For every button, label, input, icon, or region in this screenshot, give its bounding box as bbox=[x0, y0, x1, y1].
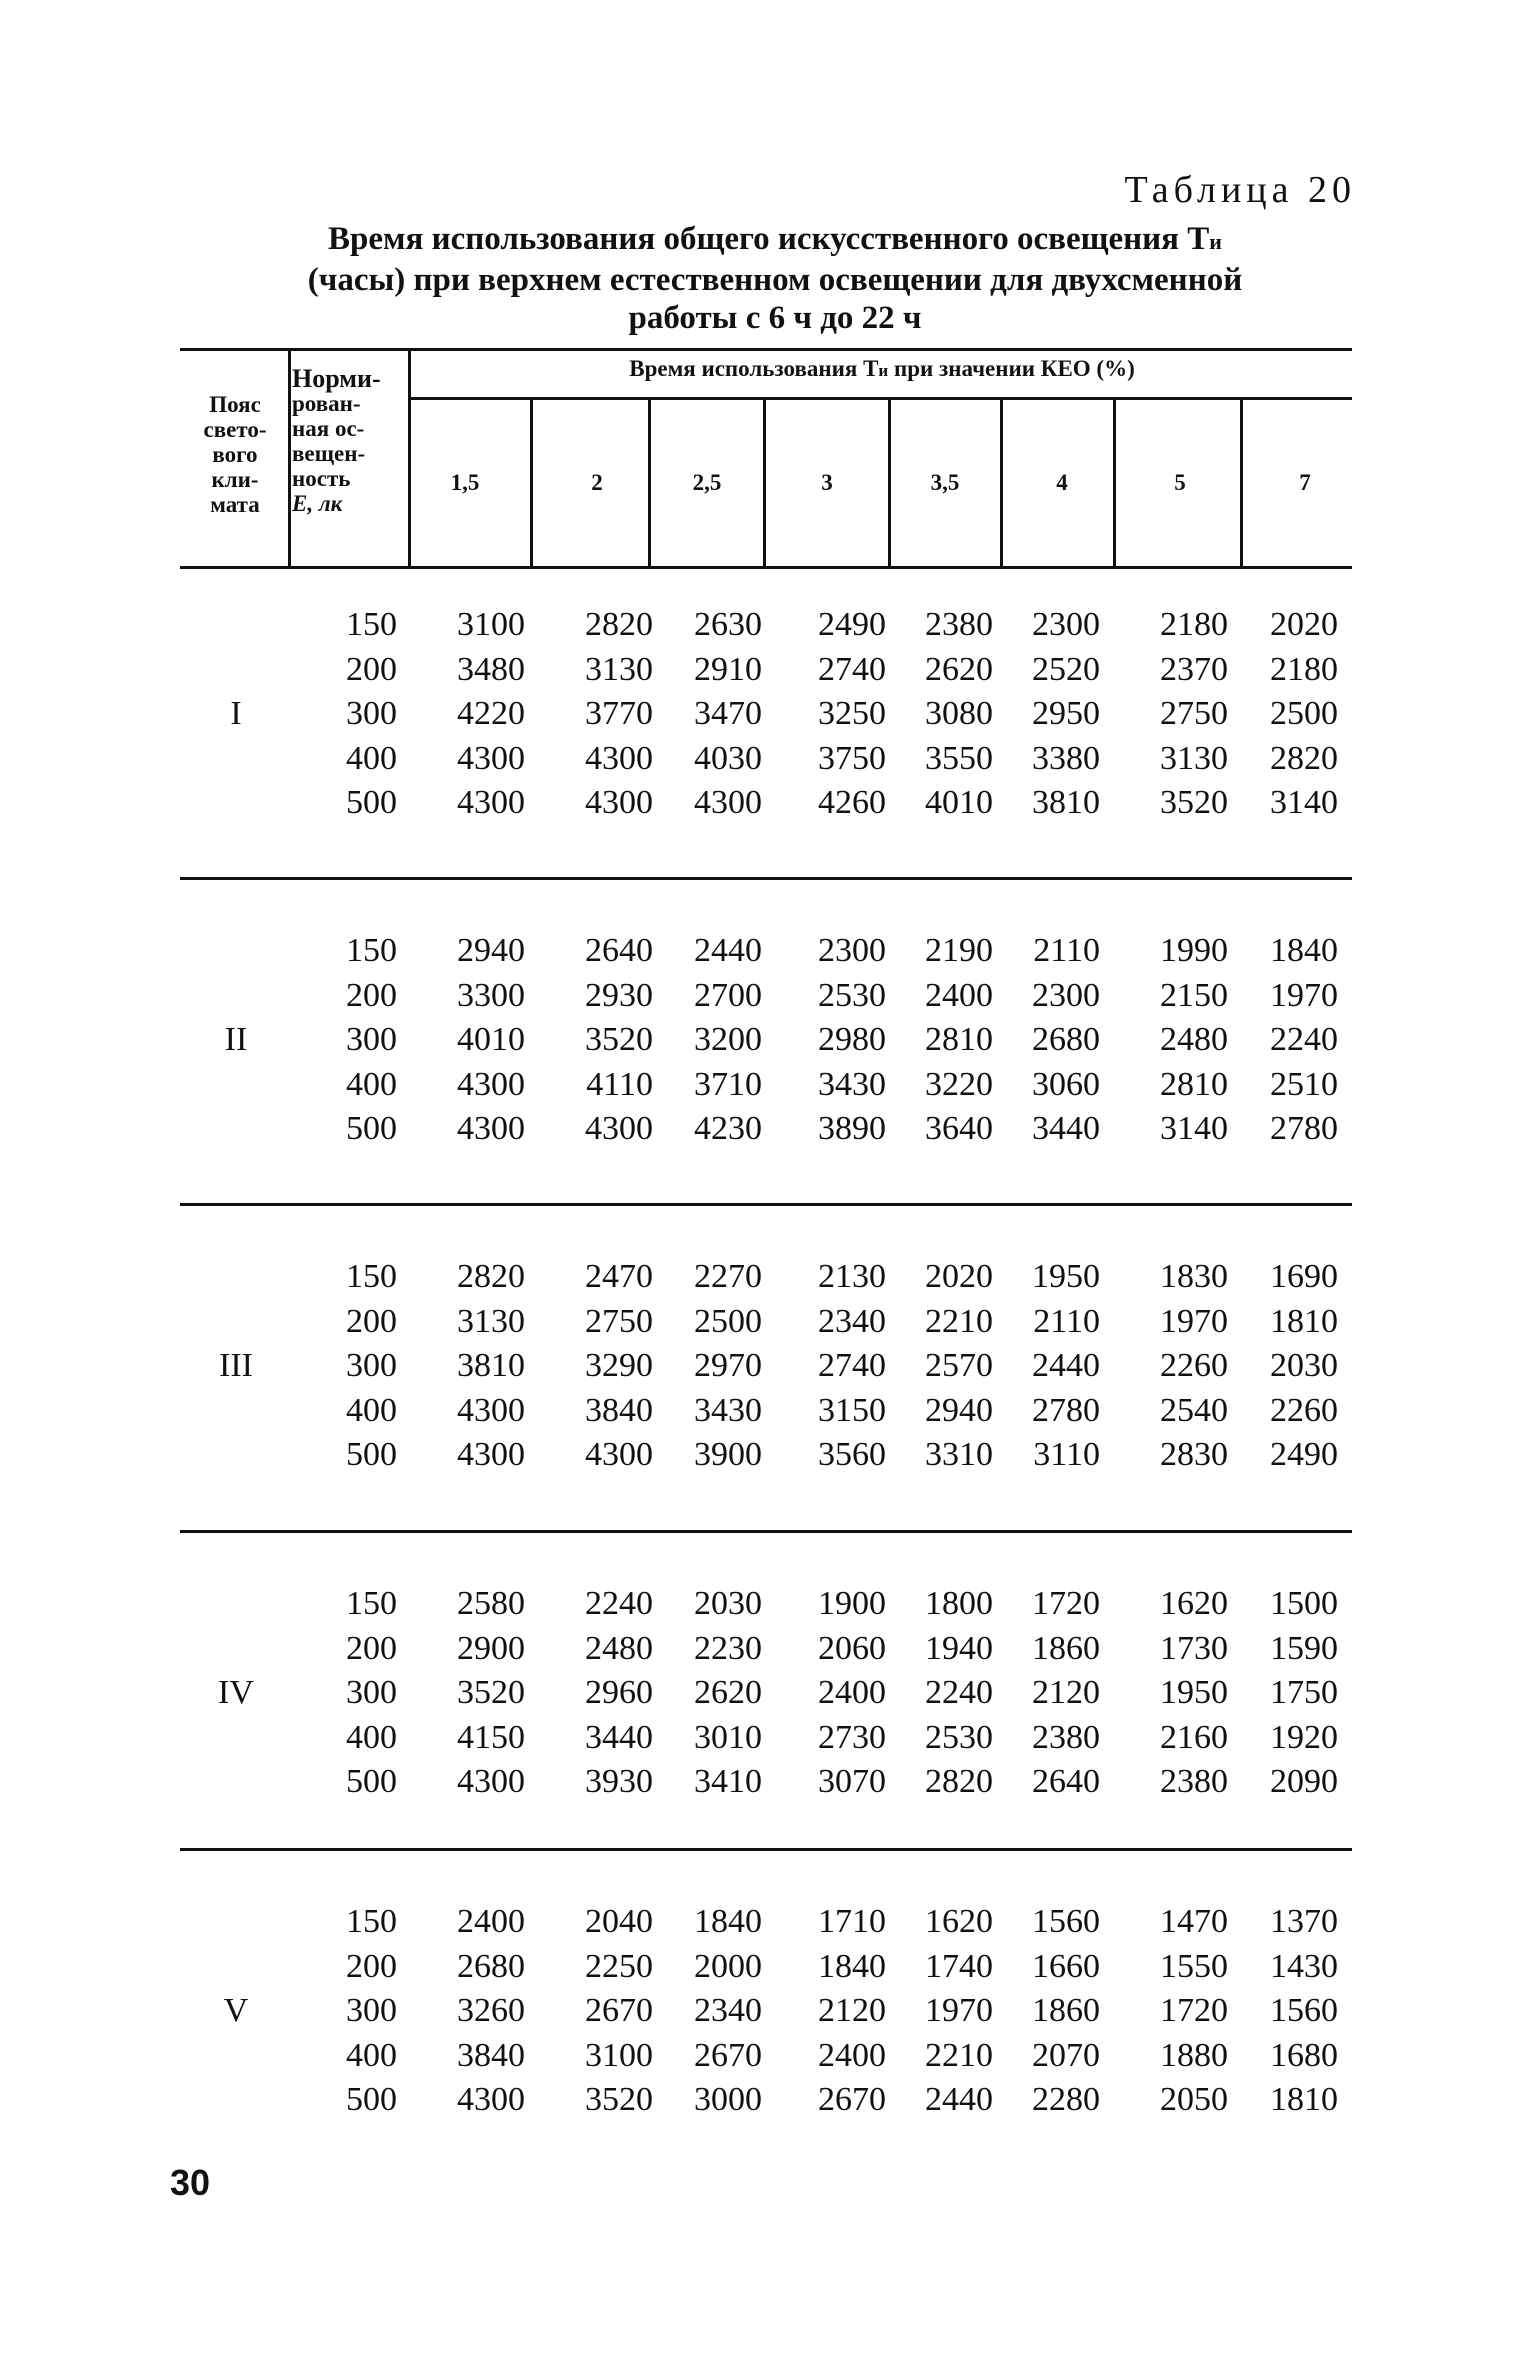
usage-hours-cell: 4260 bbox=[818, 784, 886, 821]
usage-hours-cell: 1500 bbox=[1270, 1585, 1338, 1622]
usage-hours-cell: 3520 bbox=[585, 1021, 653, 1058]
usage-hours-cell: 2300 bbox=[818, 932, 886, 969]
usage-hours-cell: 2440 bbox=[1032, 1347, 1100, 1384]
header-top-rule bbox=[180, 348, 1352, 351]
usage-hours-cell: 1720 bbox=[1160, 1992, 1228, 2029]
usage-hours-cell: 2150 bbox=[1160, 976, 1228, 1014]
header-group-title-tail: при значении КЕО (%) bbox=[893, 356, 1135, 381]
usage-hours-cell: 4300 bbox=[585, 1436, 653, 1473]
usage-hours-cell: 2620 bbox=[925, 650, 993, 688]
usage-hours-cell: 2110 bbox=[1033, 932, 1100, 969]
usage-hours-cell: 4010 bbox=[457, 1021, 525, 1058]
header-zone-line: свето- bbox=[203, 417, 267, 442]
usage-hours-cell: 2110 bbox=[1033, 1302, 1100, 1340]
usage-hours-cell: 3110 bbox=[1033, 1436, 1100, 1473]
header-zone-line: Пояс bbox=[209, 392, 261, 417]
header-divider-keo-6 bbox=[1113, 397, 1116, 568]
caption-line-2: (часы) при верхнем естественном освещении для двухсменной bbox=[307, 262, 1243, 298]
zone-label: IV bbox=[218, 1674, 254, 1711]
usage-hours-cell: 3310 bbox=[925, 1436, 993, 1473]
usage-hours-cell: 2240 bbox=[585, 1585, 653, 1622]
usage-hours-cell: 3380 bbox=[1032, 739, 1100, 777]
zone-separator-rule bbox=[180, 1203, 1352, 1206]
usage-hours-cell: 2970 bbox=[694, 1347, 762, 1384]
usage-hours-cell: 3410 bbox=[694, 1763, 762, 1800]
header-divider-keo-2 bbox=[648, 397, 651, 568]
illuminance-cell: 150 bbox=[346, 1585, 397, 1622]
usage-hours-cell: 2190 bbox=[925, 932, 993, 969]
illuminance-cell: 200 bbox=[346, 650, 397, 688]
usage-hours-cell: 3900 bbox=[694, 1436, 762, 1473]
header-zone-line: кли- bbox=[211, 467, 259, 492]
usage-hours-cell: 4300 bbox=[457, 1391, 525, 1429]
illuminance-cell: 200 bbox=[346, 1629, 397, 1667]
usage-hours-cell: 2940 bbox=[925, 1391, 993, 1429]
usage-hours-cell: 2370 bbox=[1160, 650, 1228, 688]
illuminance-cell: 300 bbox=[346, 1347, 397, 1384]
usage-hours-cell: 3520 bbox=[585, 2081, 653, 2118]
usage-hours-cell: 4300 bbox=[457, 1065, 525, 1103]
header-norm-line: рован- bbox=[292, 391, 361, 416]
illuminance-cell: 150 bbox=[346, 1258, 397, 1295]
usage-hours-cell: 2040 bbox=[585, 1903, 653, 1940]
usage-hours-cell: 3130 bbox=[457, 1302, 525, 1340]
usage-hours-cell: 3550 bbox=[925, 739, 993, 777]
zone-label: I bbox=[230, 695, 242, 732]
table-number: Таблица 20 bbox=[1124, 169, 1356, 211]
usage-hours-cell: 1940 bbox=[925, 1629, 993, 1667]
usage-hours-cell: 2620 bbox=[694, 1674, 762, 1711]
usage-hours-cell: 1660 bbox=[1032, 1947, 1100, 1985]
caption-line-1 bbox=[190, 220, 1360, 261]
usage-hours-cell: 2570 bbox=[925, 1347, 993, 1384]
usage-hours-cell: 2260 bbox=[1160, 1347, 1228, 1384]
usage-hours-cell: 2960 bbox=[585, 1674, 653, 1711]
usage-hours-cell: 2240 bbox=[925, 1674, 993, 1711]
usage-hours-cell: 2900 bbox=[457, 1629, 525, 1667]
usage-hours-cell: 2910 bbox=[694, 650, 762, 688]
usage-hours-cell: 2670 bbox=[694, 2036, 762, 2074]
zone-separator-rule bbox=[180, 1530, 1352, 1533]
usage-hours-cell: 2210 bbox=[925, 1302, 993, 1340]
usage-hours-cell: 1720 bbox=[1032, 1585, 1100, 1622]
usage-hours-cell: 3100 bbox=[457, 606, 525, 643]
illuminance-cell: 400 bbox=[346, 1718, 397, 1756]
illuminance-cell: 500 bbox=[346, 2081, 397, 2118]
usage-hours-cell: 3060 bbox=[1032, 1065, 1100, 1103]
usage-hours-cell: 3840 bbox=[585, 1391, 653, 1429]
usage-hours-cell: 1880 bbox=[1160, 2036, 1228, 2074]
usage-hours-cell: 2820 bbox=[925, 1763, 993, 1800]
usage-hours-cell: 2940 bbox=[457, 932, 525, 969]
keo-header-7: 5 bbox=[1174, 470, 1186, 495]
header-divider-keo-7 bbox=[1240, 397, 1243, 568]
usage-hours-cell: 2230 bbox=[694, 1629, 762, 1667]
usage-hours-cell: 2120 bbox=[1032, 1674, 1100, 1711]
header-divider-keo-4 bbox=[888, 397, 891, 568]
usage-hours-cell: 2250 bbox=[585, 1947, 653, 1985]
usage-hours-cell: 1990 bbox=[1160, 932, 1228, 969]
header-divider-keo-5 bbox=[1000, 397, 1003, 568]
usage-hours-cell: 1840 bbox=[694, 1903, 762, 1940]
usage-hours-cell: 1560 bbox=[1270, 1992, 1338, 2029]
usage-hours-cell: 3100 bbox=[585, 2036, 653, 2074]
illuminance-cell: 150 bbox=[346, 1903, 397, 1940]
illuminance-cell: 400 bbox=[346, 1065, 397, 1103]
usage-hours-cell: 2510 bbox=[1270, 1065, 1338, 1103]
header-bottom-rule bbox=[180, 566, 1352, 569]
usage-hours-cell: 2050 bbox=[1160, 2081, 1228, 2118]
header-group-title-subscript: и bbox=[878, 361, 889, 380]
zone-separator-rule bbox=[180, 877, 1352, 880]
usage-hours-cell: 2070 bbox=[1032, 2036, 1100, 2074]
usage-hours-cell: 2340 bbox=[694, 1992, 762, 2029]
usage-hours-cell: 2820 bbox=[457, 1258, 525, 1295]
usage-hours-cell: 3520 bbox=[1160, 784, 1228, 821]
usage-hours-cell: 1970 bbox=[1270, 976, 1338, 1014]
illuminance-cell: 500 bbox=[346, 1763, 397, 1800]
usage-hours-cell: 2740 bbox=[818, 650, 886, 688]
usage-hours-cell: 2630 bbox=[694, 606, 762, 643]
usage-hours-cell: 3440 bbox=[585, 1718, 653, 1756]
usage-hours-cell: 3640 bbox=[925, 1110, 993, 1147]
usage-hours-cell: 1680 bbox=[1270, 2036, 1338, 2074]
illuminance-cell: 300 bbox=[346, 1674, 397, 1711]
usage-hours-cell: 2300 bbox=[1032, 976, 1100, 1014]
illuminance-cell: 200 bbox=[346, 1947, 397, 1985]
illuminance-cell: 300 bbox=[346, 1021, 397, 1058]
usage-hours-cell: 4300 bbox=[585, 739, 653, 777]
usage-hours-cell: 3080 bbox=[925, 695, 993, 732]
usage-hours-cell: 1840 bbox=[818, 1947, 886, 1985]
usage-hours-cell: 1550 bbox=[1160, 1947, 1228, 1985]
header-norm-line: ная ос- bbox=[292, 416, 365, 441]
zone-label: V bbox=[223, 1992, 249, 2029]
usage-hours-cell: 1590 bbox=[1270, 1629, 1338, 1667]
usage-hours-cell: 2480 bbox=[1160, 1021, 1228, 1058]
usage-hours-cell: 3260 bbox=[457, 1992, 525, 2029]
usage-hours-cell: 3220 bbox=[925, 1065, 993, 1103]
usage-hours-cell: 2580 bbox=[457, 1585, 525, 1622]
keo-header-4: 3 bbox=[821, 470, 833, 495]
usage-hours-cell: 2280 bbox=[1032, 2081, 1100, 2118]
usage-hours-cell: 3470 bbox=[694, 695, 762, 732]
usage-hours-cell: 1970 bbox=[1160, 1302, 1228, 1340]
usage-hours-cell: 4300 bbox=[457, 739, 525, 777]
usage-hours-cell: 2730 bbox=[818, 1718, 886, 1756]
usage-hours-cell: 2270 bbox=[694, 1258, 762, 1295]
usage-hours-cell: 1750 bbox=[1270, 1674, 1338, 1711]
usage-hours-cell: 3430 bbox=[694, 1391, 762, 1429]
usage-hours-cell: 4010 bbox=[925, 784, 993, 821]
usage-hours-cell: 3140 bbox=[1270, 784, 1338, 821]
usage-hours-cell: 2830 bbox=[1160, 1436, 1228, 1473]
usage-hours-cell: 4030 bbox=[694, 739, 762, 777]
usage-hours-cell: 3290 bbox=[585, 1347, 653, 1384]
usage-hours-cell: 1920 bbox=[1270, 1718, 1338, 1756]
illuminance-cell: 500 bbox=[346, 1436, 397, 1473]
header-group-title-text: Время использования T bbox=[629, 356, 879, 381]
usage-hours-cell: 2340 bbox=[818, 1302, 886, 1340]
usage-hours-cell: 3140 bbox=[1160, 1110, 1228, 1147]
usage-hours-cell: 2440 bbox=[694, 932, 762, 969]
header-norm-line: ность bbox=[292, 466, 351, 491]
header-norm-line: E, лк bbox=[292, 491, 343, 516]
usage-hours-cell: 1970 bbox=[925, 1992, 993, 2029]
usage-hours-cell: 3010 bbox=[694, 1718, 762, 1756]
usage-hours-cell: 1810 bbox=[1270, 2081, 1338, 2118]
caption-line-1-subscript: и bbox=[1209, 229, 1222, 254]
usage-hours-cell: 2470 bbox=[585, 1258, 653, 1295]
illuminance-cell: 200 bbox=[346, 1302, 397, 1340]
usage-hours-cell: 3200 bbox=[694, 1021, 762, 1058]
usage-hours-cell: 3440 bbox=[1032, 1110, 1100, 1147]
usage-hours-cell: 2490 bbox=[818, 606, 886, 643]
usage-hours-cell: 1860 bbox=[1032, 1629, 1100, 1667]
usage-hours-cell: 2680 bbox=[1032, 1021, 1100, 1058]
header-divider-keo-1 bbox=[530, 397, 533, 568]
usage-hours-cell: 4110 bbox=[586, 1065, 653, 1103]
illuminance-cell: 300 bbox=[346, 1992, 397, 2029]
usage-hours-cell: 2640 bbox=[1032, 1763, 1100, 1800]
illuminance-cell: 400 bbox=[346, 739, 397, 777]
usage-hours-cell: 1900 bbox=[818, 1585, 886, 1622]
usage-hours-cell: 1800 bbox=[925, 1585, 993, 1622]
usage-hours-cell: 2180 bbox=[1160, 606, 1228, 643]
usage-hours-cell: 2780 bbox=[1032, 1391, 1100, 1429]
header-group-rule bbox=[410, 397, 1352, 400]
usage-hours-cell: 2030 bbox=[694, 1585, 762, 1622]
usage-hours-cell: 2380 bbox=[1160, 1763, 1228, 1800]
caption-line-1-text: Время использования общего искусственного освещения T bbox=[328, 221, 1210, 257]
zone-label: II bbox=[224, 1021, 248, 1058]
usage-hours-cell: 2670 bbox=[818, 2081, 886, 2118]
zone-separator-rule bbox=[180, 1848, 1352, 1851]
usage-hours-cell: 2810 bbox=[925, 1021, 993, 1058]
usage-hours-cell: 1810 bbox=[1270, 1302, 1338, 1340]
header-divider-norm bbox=[408, 348, 411, 568]
usage-hours-cell: 2180 bbox=[1270, 650, 1338, 688]
usage-hours-cell: 1950 bbox=[1160, 1674, 1228, 1711]
usage-hours-cell: 3150 bbox=[818, 1391, 886, 1429]
usage-hours-cell: 2700 bbox=[694, 976, 762, 1014]
zone-label: III bbox=[219, 1347, 253, 1384]
keo-header-8: 7 bbox=[1299, 470, 1311, 495]
usage-hours-cell: 2810 bbox=[1160, 1065, 1228, 1103]
header-zone-column bbox=[182, 392, 288, 517]
keo-header-5: 3,5 bbox=[930, 470, 960, 495]
usage-hours-cell: 2240 bbox=[1270, 1021, 1338, 1058]
header-group-title bbox=[412, 356, 1352, 383]
usage-hours-cell: 4300 bbox=[585, 784, 653, 821]
usage-hours-cell: 1840 bbox=[1270, 932, 1338, 969]
usage-hours-cell: 2680 bbox=[457, 1947, 525, 1985]
table-caption bbox=[190, 220, 1360, 337]
usage-hours-cell: 4300 bbox=[457, 784, 525, 821]
usage-hours-cell: 3300 bbox=[457, 976, 525, 1014]
usage-hours-cell: 3430 bbox=[818, 1065, 886, 1103]
usage-hours-cell: 2480 bbox=[585, 1629, 653, 1667]
usage-hours-cell: 2820 bbox=[1270, 739, 1338, 777]
usage-hours-cell: 2780 bbox=[1270, 1110, 1338, 1147]
usage-hours-cell: 2490 bbox=[1270, 1436, 1338, 1473]
header-divider-keo-3 bbox=[763, 397, 766, 568]
usage-hours-cell: 3070 bbox=[818, 1763, 886, 1800]
usage-hours-cell: 2020 bbox=[1270, 606, 1338, 643]
usage-hours-cell: 2000 bbox=[694, 1947, 762, 1985]
usage-hours-cell: 2400 bbox=[818, 1674, 886, 1711]
usage-hours-cell: 2500 bbox=[694, 1302, 762, 1340]
usage-hours-cell: 1830 bbox=[1160, 1258, 1228, 1295]
usage-hours-cell: 2090 bbox=[1270, 1763, 1338, 1800]
usage-hours-cell: 3810 bbox=[1032, 784, 1100, 821]
keo-header-1: 1,5 bbox=[450, 470, 480, 495]
keo-header-6: 4 bbox=[1056, 470, 1068, 495]
page-number: 30 bbox=[170, 2162, 211, 2203]
usage-hours-cell: 2130 bbox=[818, 1258, 886, 1295]
usage-hours-cell: 3710 bbox=[694, 1065, 762, 1103]
usage-hours-cell: 2400 bbox=[818, 2036, 886, 2074]
usage-hours-cell: 1370 bbox=[1270, 1903, 1338, 1940]
header-divider-zone bbox=[288, 348, 291, 568]
illuminance-cell: 400 bbox=[346, 2036, 397, 2074]
usage-hours-cell: 1470 bbox=[1160, 1903, 1228, 1940]
usage-hours-cell: 3810 bbox=[457, 1347, 525, 1384]
usage-hours-cell: 3130 bbox=[585, 650, 653, 688]
usage-hours-cell: 3000 bbox=[694, 2081, 762, 2118]
usage-hours-cell: 4300 bbox=[457, 1436, 525, 1473]
usage-hours-cell: 3770 bbox=[585, 695, 653, 732]
usage-hours-cell: 4300 bbox=[694, 784, 762, 821]
header-zone-line: вого bbox=[212, 442, 258, 467]
usage-hours-cell: 3250 bbox=[818, 695, 886, 732]
usage-hours-cell: 4300 bbox=[457, 1763, 525, 1800]
usage-hours-cell: 2980 bbox=[818, 1021, 886, 1058]
header-zone-line: мата bbox=[210, 492, 260, 517]
header-norm-line: Норми- bbox=[292, 364, 381, 393]
usage-hours-cell: 4300 bbox=[457, 2081, 525, 2118]
usage-hours-cell: 1860 bbox=[1032, 1992, 1100, 2029]
usage-hours-cell: 1560 bbox=[1032, 1903, 1100, 1940]
usage-hours-cell: 1950 bbox=[1032, 1258, 1100, 1295]
illuminance-cell: 200 bbox=[346, 976, 397, 1014]
caption-line-3: работы с 6 ч до 22 ч bbox=[628, 300, 922, 336]
usage-hours-cell: 2670 bbox=[585, 1992, 653, 2029]
usage-hours-cell: 1430 bbox=[1270, 1947, 1338, 1985]
usage-hours-cell: 2400 bbox=[925, 976, 993, 1014]
illuminance-cell: 150 bbox=[346, 932, 397, 969]
header-norm-column bbox=[292, 366, 408, 516]
usage-hours-cell: 3890 bbox=[818, 1110, 886, 1147]
illuminance-cell: 150 bbox=[346, 606, 397, 643]
usage-hours-cell: 3750 bbox=[818, 739, 886, 777]
illuminance-cell: 500 bbox=[346, 1110, 397, 1147]
usage-hours-cell: 2380 bbox=[925, 606, 993, 643]
usage-hours-cell: 2500 bbox=[1270, 695, 1338, 732]
header-norm-line: вещен- bbox=[292, 441, 366, 466]
usage-hours-cell: 2930 bbox=[585, 976, 653, 1014]
usage-hours-cell: 2750 bbox=[1160, 695, 1228, 732]
usage-hours-cell: 2740 bbox=[818, 1347, 886, 1384]
usage-hours-cell: 4220 bbox=[457, 695, 525, 732]
usage-hours-cell: 2300 bbox=[1032, 606, 1100, 643]
usage-hours-cell: 3520 bbox=[457, 1674, 525, 1711]
usage-hours-cell: 1620 bbox=[925, 1903, 993, 1940]
usage-hours-cell: 2030 bbox=[1270, 1347, 1338, 1384]
usage-hours-cell: 2440 bbox=[925, 2081, 993, 2118]
usage-hours-cell: 1730 bbox=[1160, 1629, 1228, 1667]
usage-hours-cell: 4230 bbox=[694, 1110, 762, 1147]
usage-hours-cell: 2210 bbox=[925, 2036, 993, 2074]
usage-hours-cell: 2530 bbox=[818, 976, 886, 1014]
usage-hours-cell: 1710 bbox=[818, 1903, 886, 1940]
usage-hours-cell: 2540 bbox=[1160, 1391, 1228, 1429]
usage-hours-cell: 1740 bbox=[925, 1947, 993, 1985]
usage-hours-cell: 3560 bbox=[818, 1436, 886, 1473]
usage-hours-cell: 1620 bbox=[1160, 1585, 1228, 1622]
usage-hours-cell: 2020 bbox=[925, 1258, 993, 1295]
usage-hours-cell: 2120 bbox=[818, 1992, 886, 2029]
usage-hours-cell: 3930 bbox=[585, 1763, 653, 1800]
usage-hours-cell: 2950 bbox=[1032, 695, 1100, 732]
usage-hours-cell: 2260 bbox=[1270, 1391, 1338, 1429]
illuminance-cell: 500 bbox=[346, 784, 397, 821]
usage-hours-cell: 3480 bbox=[457, 650, 525, 688]
usage-hours-cell: 2640 bbox=[585, 932, 653, 969]
usage-hours-cell: 2820 bbox=[585, 606, 653, 643]
usage-hours-cell: 2380 bbox=[1032, 1718, 1100, 1756]
usage-hours-cell: 3840 bbox=[457, 2036, 525, 2074]
usage-hours-cell: 2160 bbox=[1160, 1718, 1228, 1756]
keo-header-2: 2 bbox=[591, 470, 603, 495]
usage-hours-cell: 2750 bbox=[585, 1302, 653, 1340]
usage-hours-cell: 2530 bbox=[925, 1718, 993, 1756]
usage-hours-cell: 2520 bbox=[1032, 650, 1100, 688]
usage-hours-cell: 2060 bbox=[818, 1629, 886, 1667]
usage-hours-cell: 4150 bbox=[457, 1718, 525, 1756]
usage-hours-cell: 4300 bbox=[457, 1110, 525, 1147]
illuminance-cell: 300 bbox=[346, 695, 397, 732]
usage-hours-cell: 3130 bbox=[1160, 739, 1228, 777]
illuminance-cell: 400 bbox=[346, 1391, 397, 1429]
keo-header-3: 2,5 bbox=[692, 470, 722, 495]
usage-hours-cell: 1690 bbox=[1270, 1258, 1338, 1295]
usage-hours-cell: 2400 bbox=[457, 1903, 525, 1940]
usage-hours-cell: 4300 bbox=[585, 1110, 653, 1147]
